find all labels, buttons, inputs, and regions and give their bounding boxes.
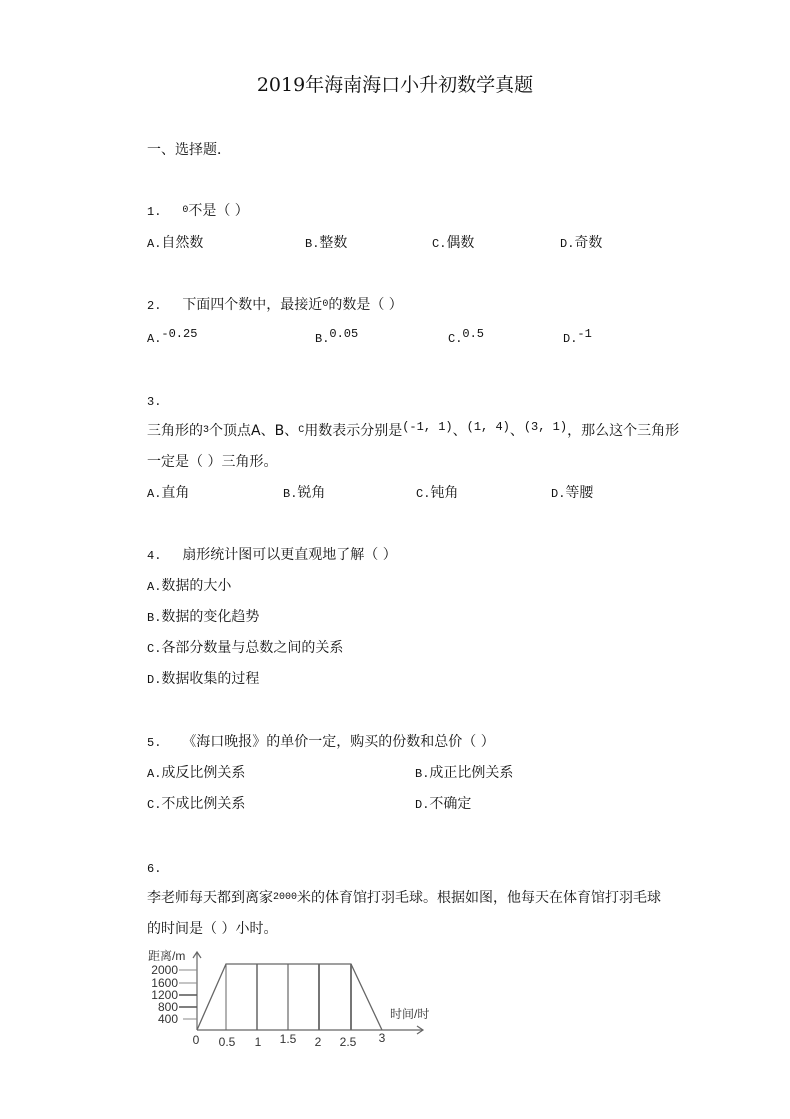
question-stem: 不是（ ） — [188, 203, 249, 219]
question-6-number: 6. — [147, 862, 162, 876]
question-number: 2. — [147, 299, 162, 313]
svg-text:800: 800 — [157, 1000, 178, 1014]
svg-text:2000: 2000 — [151, 963, 178, 977]
q1-option-d: D.奇数 — [560, 235, 603, 251]
svg-text:0: 0 — [192, 1033, 200, 1047]
q2-option-d: D.-1 — [563, 327, 592, 346]
q1-option-b: B.整数 — [305, 235, 348, 251]
question-3-number: 3. — [147, 395, 162, 409]
q3-option-d: D.等腰 — [551, 485, 594, 501]
q1-option-a: A.自然数 — [147, 235, 204, 251]
x-tick-labels — [193, 1031, 386, 1049]
q5-option-b: B.成正比例关系 — [415, 765, 514, 781]
svg-text:1.5: 1.5 — [279, 1032, 297, 1046]
x-axis-label: 时间/时 — [390, 1007, 430, 1021]
svg-text:0.5: 0.5 — [218, 1035, 236, 1049]
distance-time-chart — [140, 940, 460, 1055]
question-5: 5. 《海口晚报》的单价一定，购买的份数和总价（ ） — [147, 734, 495, 750]
q3-option-a: A.直角 — [147, 485, 190, 501]
question-3-line-2: 一定是（ ）三角形。 — [147, 454, 278, 470]
q1-option-c: C.偶数 — [432, 235, 475, 251]
distance-line — [197, 964, 382, 1030]
svg-text:400: 400 — [157, 1012, 178, 1026]
svg-text:1: 1 — [254, 1035, 262, 1049]
y-axis-label: 距离/m — [148, 949, 186, 963]
question-1 — [147, 203, 249, 222]
svg-text:1600: 1600 — [151, 976, 178, 990]
q4-option-b: B.数据的变化趋势 — [147, 609, 260, 625]
q2-option-c: C.0.5 — [448, 327, 485, 346]
question-6-line-2: 的时间是（ ）小时。 — [147, 921, 278, 937]
svg-text:2: 2 — [314, 1035, 322, 1049]
question-3-line-1: 三角形的$^3$个顶点A、B、$^C$用数表示分别是(-1, 1)、(1, 4)、(3, 1)，那么这个三角形 — [147, 420, 680, 439]
page-title: 2019年海南海口小升初数学真题 — [256, 74, 534, 96]
q3-option-b: B.锐角 — [283, 485, 326, 501]
q3-option-c: C.钝角 — [416, 485, 459, 501]
question-number: 1. — [147, 205, 162, 219]
question-6-line-1: 李老师每天都到离家$^{2000}$米的体育馆打羽毛球。根据如图，他每天在体育馆打羽毛球 — [147, 890, 662, 906]
q5-option-d: D.不确定 — [415, 796, 472, 812]
svg-text:2.5: 2.5 — [339, 1035, 357, 1049]
q5-option-a: A.成反比例关系 — [147, 765, 246, 781]
q4-option-c: C.各部分数量与总数之间的关系 — [147, 640, 344, 656]
svg-text:3: 3 — [378, 1031, 386, 1045]
question-4: 4. 扇形统计图可以更直观地了解（ ） — [147, 547, 397, 563]
q2-option-b: B.0.05 — [315, 327, 359, 346]
q2-option-a: A.-0.25 — [147, 327, 198, 346]
section-heading: 一、选择题． — [147, 142, 231, 158]
svg-text:1200: 1200 — [151, 988, 178, 1002]
y-tick-labels — [151, 963, 178, 1026]
question-2: 2. 下面四个数中，最接近$^0$的数是（ ） — [147, 297, 403, 313]
q4-option-d: D.数据收集的过程 — [147, 671, 260, 687]
number-zero: 0 — [182, 205, 189, 216]
q5-option-c: C.不成比例关系 — [147, 796, 246, 812]
q4-option-a: A.数据的大小 — [147, 578, 232, 594]
